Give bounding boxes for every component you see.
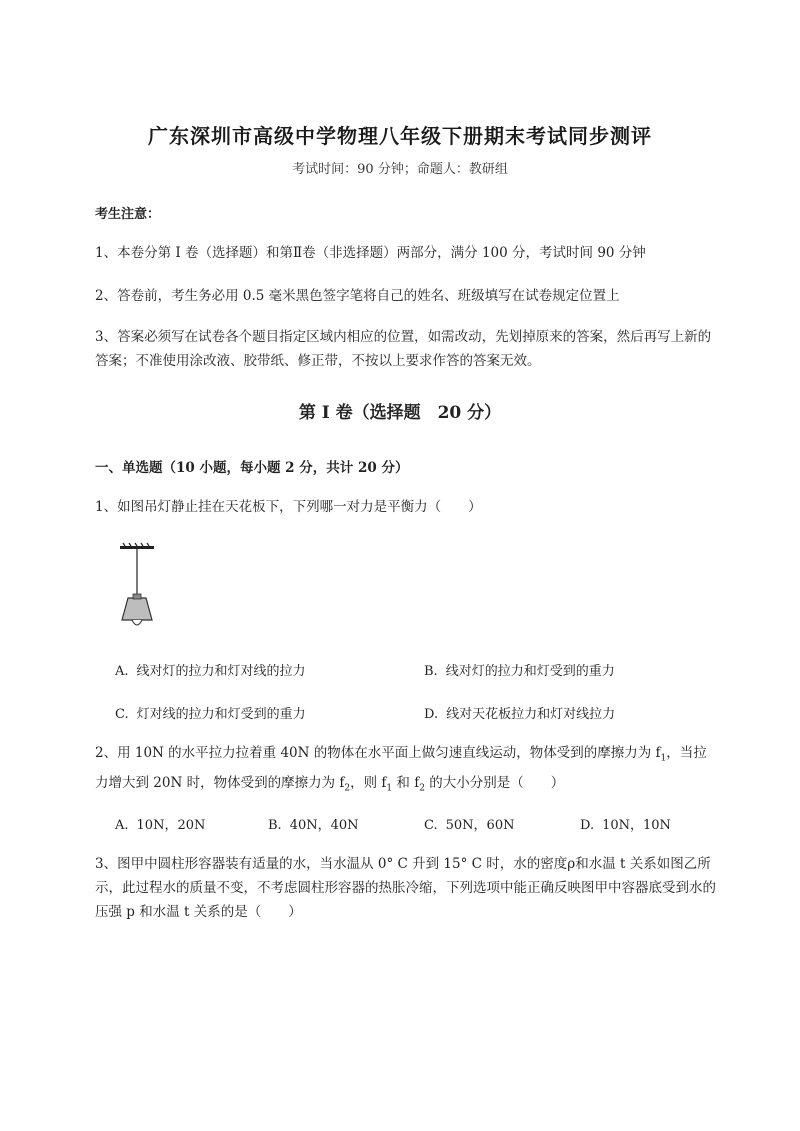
- lamp-shade-icon: [122, 598, 152, 620]
- option-a[interactable]: A. 线对灯的拉力和灯对线的拉力: [115, 664, 306, 679]
- question-3-stem: 3、图甲中圆柱形容器装有适量的水，当水温从 0° C 升到 15° C 时，水的密度ρ和水温 t 关系如图乙所示，此过程水的质量不变，不考虑圆柱形容器的热胀冷缩，下列选项中能正确反映图甲中容器底受到水的压强 p 和水温 t 关系的是（ ）: [95, 856, 716, 920]
- bulb-icon: [132, 620, 142, 625]
- ceiling-mount-icon: [120, 543, 154, 549]
- group-title: 一、单选题（10 小题，每小题 2 分，共计 20 分）: [95, 460, 409, 476]
- option-b[interactable]: B. 线对灯的拉力和灯受到的重力: [424, 664, 615, 679]
- option-c[interactable]: C. 50N，60N: [424, 818, 515, 833]
- option-b[interactable]: B. 40N，40N: [268, 818, 359, 833]
- section-title: 第 I 卷（选择题 20 分）: [298, 403, 502, 423]
- note-item: 3、答案必须写在试卷各个题目指定区域内相应的位置，如需改动，先划掉原来的答案，然后再写上新的答案；不准使用涂改液、胶带纸、修正带，不按以上要求作答的答案无效。: [95, 329, 712, 369]
- notes-title: 考生注意：: [95, 207, 161, 222]
- question-1-stem: 1、如图吊灯静止挂在天花板下，下列哪一对力是平衡力（ ）: [95, 499, 482, 515]
- option-c[interactable]: C. 灯对线的拉力和灯受到的重力: [115, 707, 306, 722]
- page-title: 广东深圳市高级中学物理八年级下册期末考试同步测评: [148, 124, 652, 148]
- page-subtitle: 考试时间：90 分钟；命题人：教研组: [292, 162, 508, 177]
- question-2-stem: 2、用 10N 的水平拉力拉着重 40N 的物体在水平面上做匀速直线运动，物体受到的摩擦力为 $f_1$，当拉力增大到 20N 时，物体受到的摩擦力为 $f_2$，则 $f_1$ 和 $f_2$ 的大小分别是（ ）: [95, 745, 707, 794]
- option-d[interactable]: D. 10N，10N: [580, 818, 671, 833]
- option-a[interactable]: A. 10N，20N: [115, 818, 206, 833]
- note-item: 1、本卷分第 I 卷（选择题）和第Ⅱ卷（非选择题）两部分，满分 100 分，考试时间 90 分钟: [95, 245, 646, 261]
- hanging-lamp-figure: [112, 542, 164, 634]
- note-item: 2、答卷前，考生务必用 0.5 毫米黑色签字笔将自己的姓名、班级填写在试卷规定位置上: [95, 288, 620, 304]
- option-d[interactable]: D. 线对天花板拉力和灯对线拉力: [424, 707, 616, 722]
